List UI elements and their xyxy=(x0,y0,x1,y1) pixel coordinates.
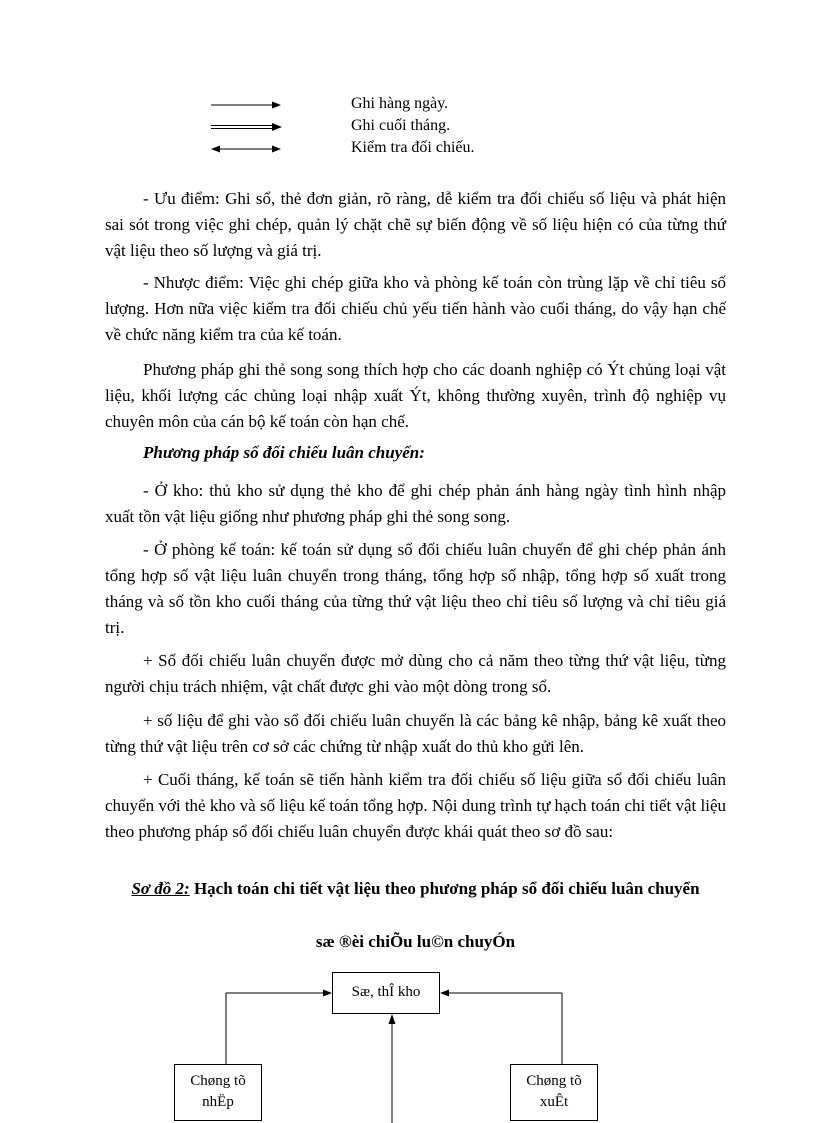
diagram-subtitle: sæ ®èi chiÕu lu©n chuyÓn xyxy=(315,932,516,951)
box-inventory-card xyxy=(332,972,440,1014)
paragraph-text: - Nhược điểm: Việc ghi chép giữa kho và phòng kế toán còn trùng lặp về chỉ tiêu số lượng. Hơn nữa việc kiểm tra đối chiếu chủ yếu tiến hành vào cuối tháng, do vậy hạn chế về chức năng kiểm tra của kế toán. xyxy=(105,273,726,344)
box-label: Chøng tõ xyxy=(190,1073,246,1089)
arrowhead-icon xyxy=(323,990,332,997)
legend-label: Kiểm tra đối chiếu. xyxy=(351,139,475,156)
legend-label: Ghi hàng ngày. xyxy=(351,95,449,112)
paragraph-text: - Ở phòng kế toán: kế toán sử dụng sổ đối chiếu luân chuyển để ghi chép phản ánh tổng hợp số vật liệu luân chuyển trong tháng, tổng hợp số nhập, tổng hợp số xuất trong tháng và số tồn kho cuối tháng của từng thứ vật liệu theo chỉ tiêu số lượng và chỉ tiêu giá trị. xyxy=(105,540,726,637)
box-label: xuÊt xyxy=(539,1094,569,1110)
diagram-title-text: Hạch toán chi tiết vật liệu theo phương pháp sổ đối chiếu luân chuyển xyxy=(189,879,700,898)
paragraph-text: - Ở kho: thủ kho sử dụng thẻ kho để ghi chép phản ánh hàng ngày tình hình nhập xuất tồn vật liệu giống như phương pháp ghi thẻ song song. xyxy=(105,481,726,526)
box-issue-vouchers xyxy=(510,1064,598,1121)
arrowhead-icon xyxy=(440,990,449,997)
paragraph-text: + Sổ đối chiếu luân chuyển được mở dùng cho cả năm theo từng thứ vật liệu, từng người chịu trách nhiệm, vật chất được ghi vào một dòng trong sổ. xyxy=(105,651,726,696)
box-label: Chøng tõ xyxy=(526,1073,582,1089)
box-receipt-vouchers xyxy=(174,1064,262,1121)
arrowhead-icon xyxy=(389,1014,396,1024)
box-label: nhËp xyxy=(202,1094,234,1110)
section-heading: Phương pháp sổ đối chiếu luân chuyển: xyxy=(143,443,425,462)
diagram-label: Sơ đồ 2: xyxy=(131,879,190,898)
paragraph-text: - Ưu điểm: Ghi sổ, thẻ đơn giản, rõ ràng, dễ kiểm tra đối chiếu số liệu và phát hiện sai sót trong việc ghi chép, quản lý chặt chẽ sự biến động về số liệu hiện có của từng thứ vật liệu theo số lượng và giá trị. xyxy=(105,189,726,260)
paragraph-text: Phương pháp ghi thẻ song song thích hợp cho các doanh nghiệp có Ýt chủng loại vật liệu, khối lượng các chủng loại nhập xuất Ýt, không thường xuyên, trình độ nghiệp vụ chuyên môn của cán bộ kế toán còn hạn chế. xyxy=(105,360,726,431)
box-label: Sæ, thÎ kho xyxy=(351,984,421,1000)
paragraph-text: + số liệu để ghi vào sổ đối chiếu luân chuyển là các bảng kê nhập, bảng kê xuất theo từng thứ vật liệu trên cơ sở các chứng từ nhập xuất do thủ kho gửi lên. xyxy=(105,711,726,756)
legend-label: Ghi cuối tháng. xyxy=(351,117,451,134)
paragraph-text: + Cuối tháng, kế toán sẽ tiến hành kiểm tra đối chiếu số liệu giữa sổ đối chiếu luân chuyển với thẻ kho và số liệu kế toán tổng hợp. Nội dung trình tự hạch toán chi tiết vật liệu theo phương pháp sổ đối chiếu luân chuyển được khái quát theo sơ đồ sau: xyxy=(105,770,726,841)
